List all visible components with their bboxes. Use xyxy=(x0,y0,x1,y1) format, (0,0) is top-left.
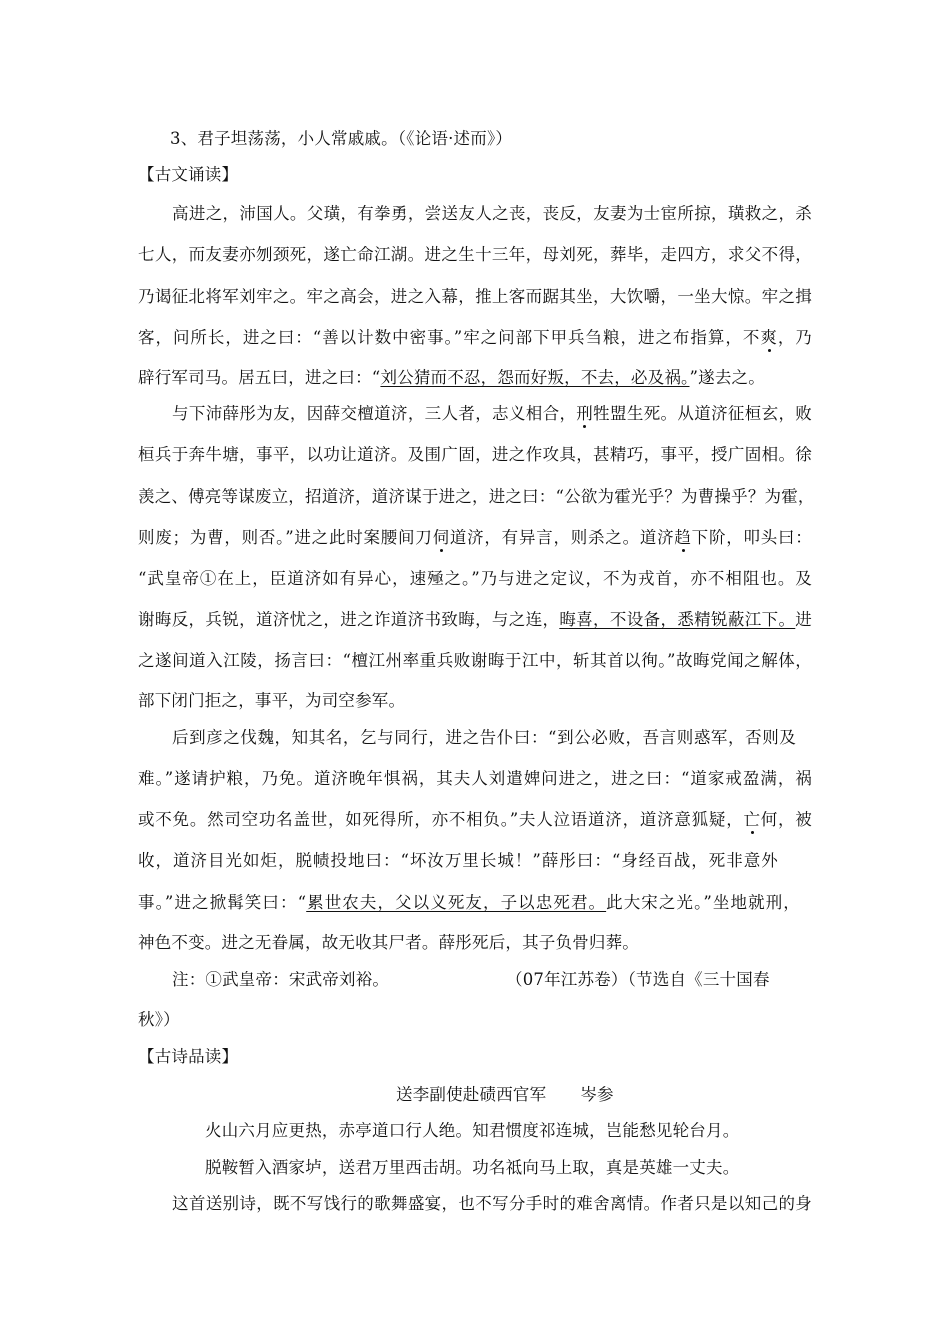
p2-line-3: 羡之、傅亮等谋废立，招道济，道济谋于进之，进之曰：“公欲为霍光乎？为曹操乎？为霍， xyxy=(138,487,815,506)
p2-line-8: 部下闭门拒之，事平，为司空参军。 xyxy=(138,691,406,710)
p3-line-6: 神色不变。进之无眷属，故无收其尸者。薛彤死后，其子负骨归葬。 xyxy=(138,933,639,952)
dotted-char: 亡 xyxy=(743,810,761,829)
dotted-char: 爽 xyxy=(760,328,778,347)
p2-line-1: 与下沛薛彤为友，因薛交檀道济，三人者，志义相合，刑牲盟生死。从道济征桓玄，败 xyxy=(172,404,812,423)
p1-line-4: 客，问所长，进之曰：“善以计数中密事。”牢之问部下甲兵刍粮，进之布指算，不爽，乃 xyxy=(138,328,812,347)
poem-line-2: 脱鞍暂入酒家垆，送君万里西击胡。功名祗向马上取，真是英雄一丈夫。 xyxy=(205,1158,740,1177)
source-citation-end: 秋》） xyxy=(138,1010,180,1029)
quote-line: 3、君子坦荡荡，小人常戚戚。（《论语·述而》） xyxy=(170,129,513,148)
p1-line-5: 辟行军司马。居五曰，进之曰：“刘公猜而不忍，怨而好叛，不去，必及祸。”遂去之。 xyxy=(138,368,765,387)
poem-line-1: 火山六月应更热，赤亭道口行人绝。知君惯度祁连城，岂能愁见轮台月。 xyxy=(205,1121,740,1140)
p2-line-4: 则废；为曹，则否。”进之此时案腰间刀伺道济，有异言，则杀之。道济趋下阶，叩头曰： xyxy=(138,528,813,547)
p1-line-1: 高进之，沛国人。父璜，有拳勇，尝送友人之丧，丧反，友妻为士宦所掠，璜救之，杀 xyxy=(172,204,812,223)
dotted-char: 趋 xyxy=(674,528,692,547)
p2-line-6: 谢晦反，兵锐，道济忧之，进之诈道济书致晦，与之连，晦喜，不设备，悉精锐蔽江下。进 xyxy=(138,610,812,629)
underlined-sentence: 累世农夫，父以义死友，子以忠死君。 xyxy=(306,893,607,912)
dotted-char: 刑 xyxy=(576,404,594,423)
p2-line-5: “武皇帝①在上，臣道济如有异心，速殛之。”乃与进之定议，不为戎首，亦不相阻也。及 xyxy=(138,569,812,588)
commentary-line: 这首送别诗，既不写饯行的歌舞盛宴，也不写分手时的难舍离情。作者只是以知己的身 xyxy=(172,1194,812,1213)
poem-title-line xyxy=(396,1083,796,1107)
p3-line-1: 后到彦之伐魏，知其名，乞与同行，进之告仆曰：“到公必败，吾言则惑军，否则及 xyxy=(172,728,796,747)
p1-line-3: 乃谒征北将军刘牢之。牢之高会，进之入幕，推上客而踞其坐，大饮嚼，一坐大惊。牢之揖 xyxy=(138,287,812,306)
underlined-sentence: 刘公猜而不忍，怨而好叛，不去，必及祸。 xyxy=(380,368,690,387)
p3-line-2: 难。”遂请护粮，乃免。道济晚年惧祸，其夫人刘遣婢问进之，进之曰：“道家戒盈满，祸 xyxy=(138,769,812,788)
section-heading-classical: 【古文诵读】 xyxy=(138,165,239,184)
underlined-sentence: 晦喜，不设备，悉精锐蔽江下。 xyxy=(559,610,796,629)
p2-line-2: 桓兵于奔牛塘，事平，以功让道济。及围广固，进之作攻具，甚精巧，事平，授广固相。徐 xyxy=(138,445,812,464)
dotted-char: 伺 xyxy=(432,528,450,547)
p1-line-2: 七人，而友妻亦刎颈死，遂亡命江湖。进之生十三年，母刘死，葬毕，走四方，求父不得， xyxy=(138,245,812,264)
p2-line-7: 之遂间道入江陵，扬言曰：“檀江州率重兵败谢晦于江中，斩其首以徇。”故晦党闻之解体， xyxy=(138,651,812,670)
footnote: 注：①武皇帝：宋武帝刘裕。 xyxy=(172,970,390,989)
p3-line-5: 事。”进之掀髯笑曰：“累世农夫，父以义死友，子以忠死君。此大宋之光。”坐地就刑， xyxy=(138,893,800,912)
source-citation: （07年江苏卷）（节选自《三十国春 xyxy=(506,970,770,989)
section-heading-poem: 【古诗品读】 xyxy=(138,1047,239,1066)
poem-author: 岑参 xyxy=(580,1085,614,1104)
p3-line-3: 或不免。然司空功名盖世，如死得所，亦不相负。”夫人泣语道济，道济意狐疑，亡何，被 xyxy=(138,810,812,829)
poem-title: 送李副使赴碛西官军 xyxy=(396,1085,547,1104)
p3-line-4: 收，道济目光如炬，脱帻投地曰：“坏汝万里长城！”薛彤曰：“身经百战，死非意外 xyxy=(138,851,778,870)
